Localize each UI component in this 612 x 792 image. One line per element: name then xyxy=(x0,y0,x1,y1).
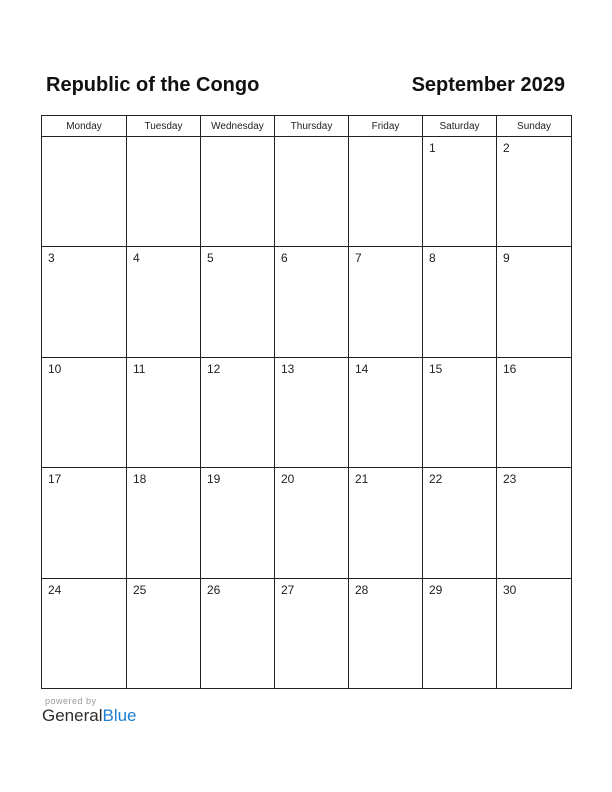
day-number: 24 xyxy=(48,582,62,597)
day-cell xyxy=(201,357,275,467)
weekday-header: Thursday xyxy=(275,116,349,137)
day-number: 17 xyxy=(48,472,62,487)
day-cell xyxy=(201,468,275,578)
day-number: 7 xyxy=(355,251,362,266)
day-number: 27 xyxy=(281,582,295,597)
calendar-header xyxy=(46,70,565,100)
day-cell xyxy=(349,468,423,578)
day-cell xyxy=(275,578,349,688)
day-number: 21 xyxy=(355,472,369,487)
day-cell xyxy=(497,137,572,247)
day-number: 29 xyxy=(429,582,443,597)
day-cell xyxy=(349,137,423,247)
day-cell xyxy=(497,247,572,357)
day-number xyxy=(275,137,348,141)
week-row xyxy=(42,468,572,578)
day-cell xyxy=(349,578,423,688)
week-row xyxy=(42,578,572,688)
calendar-grid xyxy=(41,115,572,689)
day-cell xyxy=(423,137,497,247)
brand-logo xyxy=(42,706,137,726)
day-cell xyxy=(201,137,275,247)
day-cell xyxy=(201,578,275,688)
day-number: 16 xyxy=(503,361,517,376)
weekday-header: Wednesday xyxy=(201,116,275,137)
weekday-header: Monday xyxy=(42,116,127,137)
day-number: 6 xyxy=(281,251,288,266)
day-cell xyxy=(42,137,127,247)
day-number xyxy=(42,137,126,141)
weekday-header: Tuesday xyxy=(127,116,201,137)
day-number: 4 xyxy=(133,251,140,266)
day-cell xyxy=(275,137,349,247)
day-cell xyxy=(497,468,572,578)
weekday-header: Sunday xyxy=(497,116,572,137)
brand-name-blue: Blue xyxy=(102,706,137,725)
weekday-header: Saturday xyxy=(423,116,497,137)
day-number: 25 xyxy=(133,582,147,597)
day-number: 15 xyxy=(429,361,443,376)
day-number: 3 xyxy=(48,251,55,266)
day-number: 26 xyxy=(207,582,221,597)
day-cell xyxy=(42,247,127,357)
day-number xyxy=(127,137,200,141)
day-number: 5 xyxy=(207,251,214,266)
day-number: 22 xyxy=(429,472,443,487)
day-cell xyxy=(423,247,497,357)
weekday-header-row xyxy=(42,116,572,137)
day-number: 20 xyxy=(281,472,295,487)
week-row xyxy=(42,357,572,467)
day-cell xyxy=(127,137,201,247)
day-cell xyxy=(349,247,423,357)
day-cell xyxy=(127,247,201,357)
day-cell xyxy=(423,468,497,578)
day-cell xyxy=(275,247,349,357)
day-number: 8 xyxy=(429,251,436,266)
day-cell xyxy=(349,357,423,467)
day-cell xyxy=(497,578,572,688)
day-number xyxy=(349,137,422,141)
day-cell xyxy=(127,357,201,467)
weekday-header: Friday xyxy=(349,116,423,137)
day-number: 13 xyxy=(281,361,295,376)
day-cell xyxy=(127,468,201,578)
day-number: 9 xyxy=(503,251,510,266)
week-row xyxy=(42,137,572,247)
day-cell xyxy=(42,357,127,467)
day-number: 11 xyxy=(133,361,146,376)
day-number: 10 xyxy=(48,361,62,376)
day-cell xyxy=(497,357,572,467)
powered-by-label: powered by xyxy=(45,696,97,706)
day-cell xyxy=(423,578,497,688)
day-number: 19 xyxy=(207,472,221,487)
day-number: 18 xyxy=(133,472,147,487)
day-number xyxy=(201,137,274,141)
calendar-body xyxy=(42,137,572,689)
month-year-title: September 2029 xyxy=(411,73,565,96)
day-number: 14 xyxy=(355,361,369,376)
footer xyxy=(42,696,137,726)
day-cell xyxy=(42,578,127,688)
day-number: 23 xyxy=(503,472,517,487)
day-cell xyxy=(423,357,497,467)
day-cell xyxy=(201,247,275,357)
day-number: 1 xyxy=(429,141,436,155)
day-cell xyxy=(275,468,349,578)
brand-name-general: General xyxy=(42,706,103,725)
day-number: 12 xyxy=(207,361,221,376)
week-row xyxy=(42,247,572,357)
day-number: 28 xyxy=(355,582,369,597)
country-title: Republic of the Congo xyxy=(46,73,260,96)
day-number: 30 xyxy=(503,582,517,597)
day-cell xyxy=(275,357,349,467)
day-number: 2 xyxy=(503,141,510,155)
day-cell xyxy=(42,468,127,578)
day-cell xyxy=(127,578,201,688)
